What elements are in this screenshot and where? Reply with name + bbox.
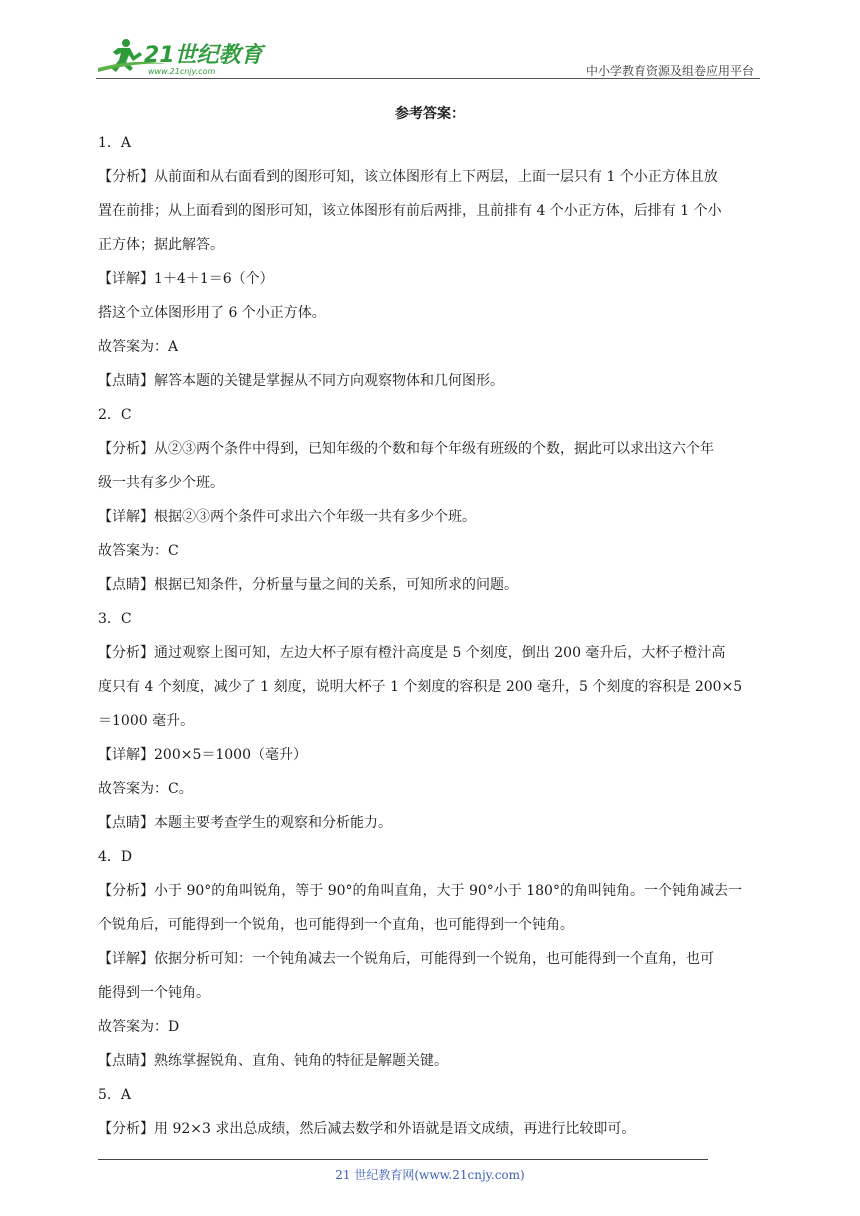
text-line: 2．C — [98, 407, 132, 423]
text-line: 3．C — [98, 611, 132, 627]
text-line: 【详解】1＋4＋1＝6（个） — [98, 271, 274, 287]
page-header — [96, 28, 760, 80]
text-line: 【分析】用 92×3 求出总成绩，然后减去数学和外语就是语文成绩，再进行比较即可。 — [98, 1121, 636, 1137]
text-line: 【详解】依据分析可知：一个钝角减去一个锐角后，可能得到一个锐角，也可能得到一个直角，也可 — [98, 951, 714, 967]
text-line: 搭这个立体图形用了 6 个小正方体。 — [98, 305, 326, 321]
text-line: 故答案为：C。 — [98, 781, 193, 797]
page-title: 参考答案： — [395, 106, 465, 122]
text-line: 级一共有多少个班。 — [98, 475, 224, 491]
footer-link[interactable]: 21 世纪教育网(www.21cnjy.com) — [335, 1168, 525, 1182]
footer-divider — [98, 1159, 708, 1160]
text-line: 【详解】根据②③两个条件可求出六个年级一共有多少个班。 — [98, 509, 476, 525]
text-line: ＝1000 毫升。 — [98, 713, 195, 729]
logo-url: www.21cnjy.com — [148, 67, 216, 76]
text-line: 故答案为：C — [98, 543, 179, 559]
text-line: 【分析】小于 90°的角叫锐角，等于 90°的角叫直角，大于 90°小于 180°的角叫钝角。一个钝角减去一 — [98, 883, 742, 899]
text-line: 【分析】从前面和从右面看到的图形可知，该立体图形有上下两层，上面一层只有 1 个小正方体且放 — [98, 169, 718, 185]
text-line: 【分析】通过观察上图可知，左边大杯子原有橙汁高度是 5 个刻度，倒出 200 毫升后，大杯子橙汁高 — [98, 645, 726, 661]
text-line: 5．A — [98, 1087, 132, 1103]
answer-content — [98, 126, 762, 1146]
text-line: 【点睛】熟练掌握锐角、直角、钝角的特征是解题关键。 — [98, 1053, 448, 1069]
text-line: 故答案为：A — [98, 339, 179, 355]
logo — [96, 34, 266, 78]
text-line: 正方体；据此解答。 — [98, 237, 224, 253]
text-line: 【点睛】根据已知条件，分析量与量之间的关系，可知所求的问题。 — [98, 577, 518, 593]
logo-text: 21世纪教育 — [144, 43, 263, 68]
header-divider — [96, 78, 760, 79]
text-line: 【点睛】解答本题的关键是掌握从不同方向观察物体和几何图形。 — [98, 373, 504, 389]
text-line: 1．A — [98, 135, 132, 151]
text-line: 4．D — [98, 849, 133, 865]
text-line: 【详解】200×5＝1000（毫升） — [98, 747, 307, 763]
text-line: 度只有 4 个刻度，减少了 1 刻度，说明大杯子 1 个刻度的容积是 200 毫升，5 个刻度的容积是 200×5 — [98, 679, 743, 695]
text-line: 【分析】从②③两个条件中得到，已知年级的个数和每个年级有班级的个数，据此可以求出这六个年 — [98, 441, 714, 457]
text-line: 置在前排；从上面看到的图形可知，该立体图形有前后两排，且前排有 4 个小正方体，后排有 1 个小 — [98, 203, 722, 219]
text-line: 个锐角后，可能得到一个锐角，也可能得到一个直角，也可能得到一个钝角。 — [98, 917, 574, 933]
platform-name: 中小学教育资源及组卷应用平台 — [585, 64, 754, 78]
text-line: 【点睛】本题主要考查学生的观察和分析能力。 — [98, 815, 392, 831]
text-line: 能得到一个钝角。 — [98, 985, 210, 1001]
text-line: 故答案为：D — [98, 1019, 180, 1035]
